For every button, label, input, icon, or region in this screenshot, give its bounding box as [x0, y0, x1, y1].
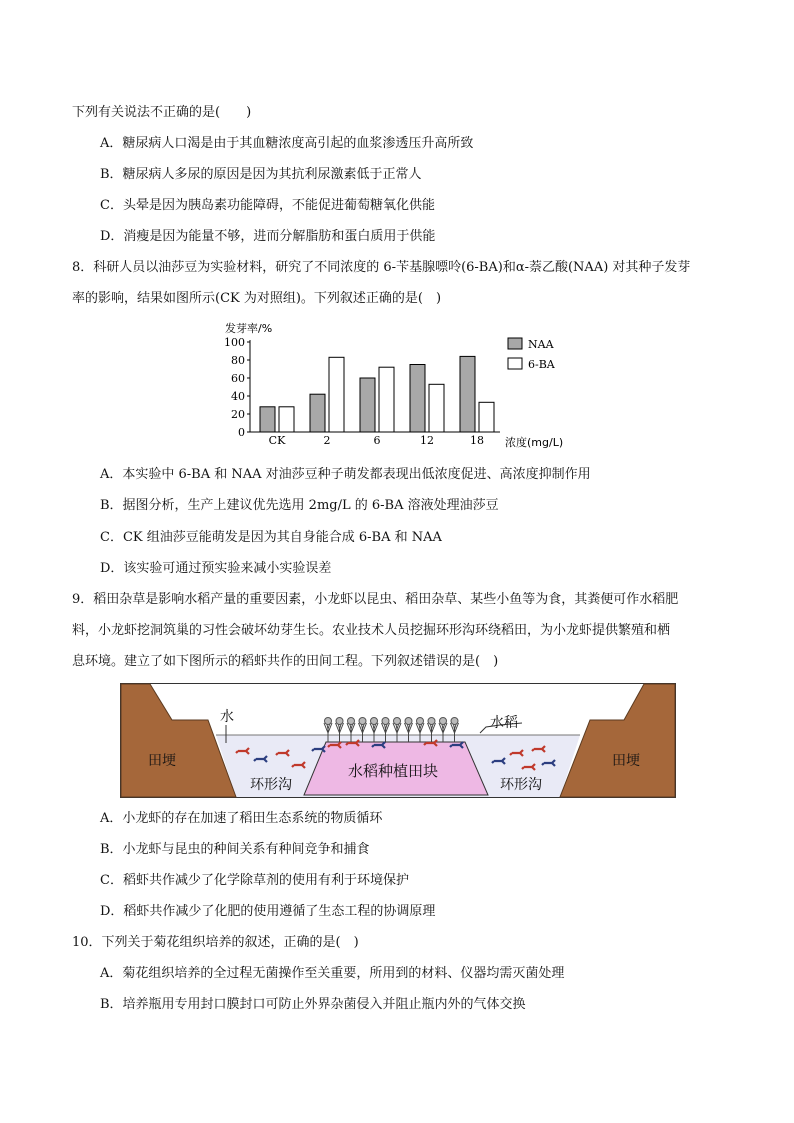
- rice-head-icon: [325, 718, 332, 725]
- q7-option-b: B．糖尿病人多尿的原因是因为其抗利尿激素低于正常人: [100, 167, 422, 182]
- legend-swatch-6-ba: [508, 358, 522, 369]
- left-ditch-label: 环形沟: [250, 777, 292, 793]
- q8-stem-line2: 率的影响，结果如图所示(CK 为对照组)。下列叙述正确的是( ): [72, 291, 442, 306]
- q9-option-b: B．小龙虾与昆虫的种间关系有种间竞争和捕食: [100, 842, 370, 857]
- q7-option-a: A．糖尿病人口渴是由于其血糖浓度高引起的血浆渗透压升高所致: [100, 136, 474, 151]
- germination-bar-chart: [200, 318, 600, 453]
- chart-y-label: 发芽率/%: [225, 322, 273, 335]
- rice-label: 水稻: [490, 715, 518, 731]
- q8-stem-line1: 8．科研人员以油莎豆为实验材料，研究了不同浓度的 6-苄基腺嘌呤(6-BA)和α-萘乙酸(NAA) 对其种子发芽: [72, 260, 691, 275]
- rice-head-icon: [382, 718, 389, 725]
- q10-option-b: B．培养瓶用专用封口膜封口可防止外界杂菌侵入并阻止瓶内外的气体交换: [100, 997, 526, 1012]
- chart-x-tick-label: 12: [420, 434, 434, 447]
- chart-bar-naa: [360, 378, 375, 432]
- water-label: 水: [220, 709, 234, 725]
- chart-bar-6-ba: [429, 384, 444, 432]
- rice-head-icon: [359, 718, 366, 725]
- legend-swatch-naa: [508, 338, 522, 349]
- chart-y-tick-label: 0: [238, 426, 245, 439]
- rice-head-icon: [394, 718, 401, 725]
- q9-option-a: A．小龙虾的存在加速了稻田生态系统的物质循环: [100, 811, 383, 826]
- q10-option-a: A．菊花组织培养的全过程无菌操作至关重要，所用到的材料、仪器均需灭菌处理: [100, 966, 565, 981]
- q9-stem-line3: 息环境。建立了如下图所示的稻虾共作的田间工程。下列叙述错误的是( ): [72, 654, 499, 669]
- rice-head-icon: [440, 718, 447, 725]
- chart-y-tick-label: 20: [231, 408, 245, 421]
- rice-crayfish-field-diagram: [120, 683, 676, 798]
- chart-bar-6-ba: [279, 407, 294, 432]
- chart-y-tick-label: 40: [231, 390, 245, 403]
- right-ditch-label: 环形沟: [500, 777, 542, 793]
- rice-head-icon: [428, 718, 435, 725]
- legend-label-naa: NAA: [528, 338, 554, 351]
- q9-stem-line1: 9．稻田杂草是影响水稻产量的重要因素，小龙虾以昆虫、稻田杂草、某些小鱼等为食，其粪便可作水稻肥: [72, 592, 679, 607]
- chart-bar-naa: [410, 365, 425, 433]
- q9-stem-line2: 料，小龙虾挖洞筑巢的习性会破坏幼芽生长。农业技术人员挖掘环形沟环绕稻田，为小龙虾提供繁殖和栖: [72, 623, 671, 638]
- q8-option-c: C．CK 组油莎豆能萌发是因为其自身能合成 6-BA 和 NAA: [100, 530, 442, 545]
- q8-option-d: D．该实验可通过预实验来减小实验误差: [100, 561, 332, 576]
- rice-head-icon: [348, 718, 355, 725]
- chart-y-tick-label: 100: [224, 336, 245, 349]
- chart-x-tick-label: 18: [470, 434, 484, 447]
- q10-stem: 10．下列关于菊花组织培养的叙述，正确的是( ): [72, 935, 359, 950]
- chart-y-tick-label: 60: [231, 372, 245, 385]
- q7-stem-tail: 下列有关说法不正确的是( ): [72, 105, 252, 120]
- left-bank-label: 田埂: [148, 753, 176, 769]
- rice-head-icon: [451, 718, 458, 725]
- chart-x-tick-label: 2: [323, 434, 331, 447]
- rice-plot-label: 水稻种植田块: [348, 762, 439, 780]
- rice-head-icon: [405, 718, 412, 725]
- rice-head-icon: [336, 718, 343, 725]
- right-bank-label: 田埂: [612, 753, 640, 769]
- chart-x-tick-label: CK: [268, 434, 286, 447]
- q8-option-b: B．据图分析，生产上建议优先选用 2mg/L 的 6-BA 溶液处理油莎豆: [100, 498, 499, 513]
- chart-x-label: 浓度(mg/L): [505, 436, 564, 449]
- rice-head-icon: [417, 718, 424, 725]
- chart-bar-naa: [310, 394, 325, 432]
- legend-label-6-ba: 6-BA: [528, 358, 555, 371]
- chart-bar-6-ba: [379, 367, 394, 432]
- q7-option-d: D．消瘦是因为能量不够，进而分解脂肪和蛋白质用于供能: [100, 229, 436, 244]
- chart-bar-naa: [260, 407, 275, 432]
- chart-x-tick-label: 6: [373, 434, 381, 447]
- chart-bar-naa: [460, 356, 475, 432]
- chart-bar-6-ba: [479, 402, 494, 432]
- q8-option-a: A．本实验中 6-BA 和 NAA 对油莎豆种子萌发都表现出低浓度促进、高浓度抑制作用: [100, 467, 591, 482]
- chart-y-tick-label: 80: [231, 354, 245, 367]
- rice-head-icon: [371, 718, 378, 725]
- q7-option-c: C．头晕是因为胰岛素功能障碍，不能促进葡萄糖氧化供能: [100, 198, 435, 213]
- q9-option-d: D．稻虾共作减少了化肥的使用遵循了生态工程的协调原理: [100, 904, 436, 919]
- q9-option-c: C．稻虾共作减少了化学除草剂的使用有利于环境保护: [100, 873, 409, 888]
- chart-bar-6-ba: [329, 357, 344, 432]
